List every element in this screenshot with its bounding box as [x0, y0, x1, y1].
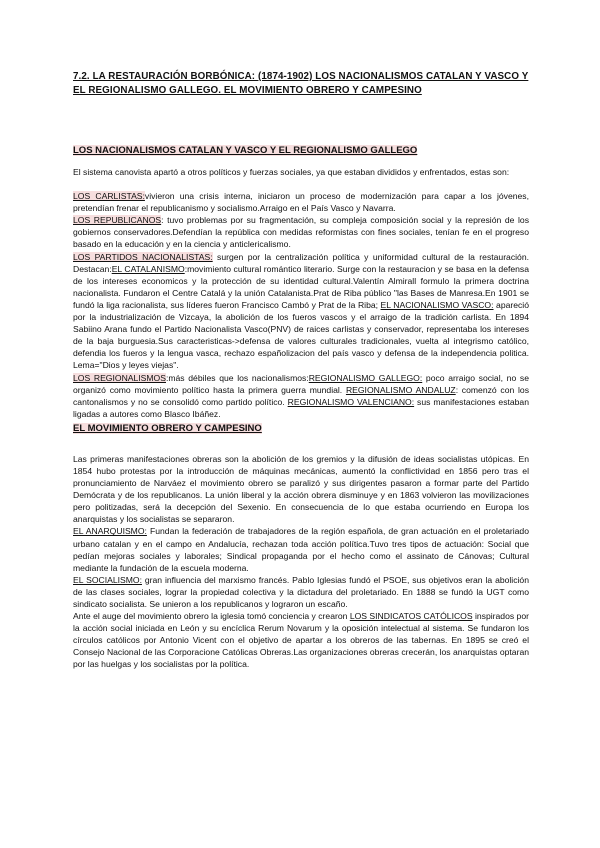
label-nacionalismo-vasco: EL NACIONALISMO VASCO:	[380, 299, 494, 310]
label-republicanos: LOS REPUBLICANOS	[73, 215, 162, 226]
paragraph-anarquismo: EL ANARQUISMO: Fundan la federación de trabajadores de la región española, de gran actuación en el proletariado urbano catalan y en el campo en Andalucía, rechazan toda acción política.Tuvo tres tipos de actuación: Social que pedían mejoras sociales y laborales; Sindical propaganda por el hecho como el assinato de Cánovas; Cultural mediante la fundación de la escuela moderna.	[73, 526, 529, 573]
label-regionalismos: LOS REGIONALISMOS	[73, 372, 166, 383]
paragraph-sindicatos-catolicos: Ante el auge del movimiento obrero la iglesia tomó conciencia y crearon LOS SINDICATOS CATÓLICOS inspirados por la acción social iniciada en León y su encíclica Rerum Novarum y la oposición intelectual al sistema. Se fundaron los círculos católicos por Antonio Vicent con el objetivo de apartar a los obreros de las tabernas. En 1895 se creó el Consejo Nacional de las Corporacione Católicas Obreras.Las organizaciones obreras crecerán, los anarquistas optaran por las huelgas y los socialistas por la política.	[73, 611, 529, 670]
intro-paragraph: El sistema canovista apartó a otros políticos y fuerzas sociales, ya que estaban divididos y enfrentados, estas son:	[73, 167, 510, 177]
label-regionalismo-andaluz: REGIONALISMO ANDALUZ	[345, 384, 456, 395]
label-anarquismo: EL ANARQUISMO:	[73, 526, 147, 537]
label-regionalismo-valenciano: REGIONALISMO VALENCIANO:	[287, 396, 415, 407]
section-heading-movimiento-obrero: EL MOVIMIENTO OBRERO Y CAMPESINO	[73, 422, 262, 434]
label-sindicatos-catolicos: LOS SINDICATOS CATÓLICOS	[349, 611, 473, 622]
paragraph-socialismo: EL SOCIALISMO: gran influencia del marxismo francés. Pablo Iglesias fundó el PSOE, sus objetivos eran la abolición de las clases sociales, lograr la propiedad colectiva y la dictadura del proletariado. En 1888 se fundó la UGT como sindicato socialista. Se unieron a los republicanos y lograron un escaño.	[73, 574, 529, 609]
paragraph-regionalismos: LOS REGIONALISMOS:más débiles que los nacionalismos:REGIONALISMO GALLEGO: poco arraigo social, no se organizó como movimiento político hasta la primera guerra mundial. REGIONALISMO ANDALUZ: comenzó con los cantonalismos y no se consolidó como partido político. REGIONALISMO VALENCIANO: sus manifestaciones estaban ligadas a autores como Blasco Ibáñez.	[73, 372, 529, 419]
document-title: 7.2. LA RESTAURACIÓN BORBÓNICA: (1874-1902) LOS NACIONALISMOS CATALAN Y VASCO Y EL REGIONALISMO GALLEGO. EL MOVIMIENTO OBRERO Y CAMPESINO	[73, 71, 529, 96]
label-catalanismo: EL CATALANISMO	[111, 263, 185, 274]
label-partidos-nacionalistas: LOS PARTIDOS NACIONALISTAS:	[73, 251, 213, 262]
paragraph-republicanos: LOS REPUBLICANOS: tuvo problemas por su fragmentación, su compleja composición social y la represión de los gobiernos conservadores.Defendían la república con medidas reformistas con fines sociales, tenían fe en el progreso basado en la educación y en la ciencia y anticlericalismo.	[73, 215, 529, 250]
paragraph-partidos-nacionalistas: LOS PARTIDOS NACIONALISTAS: surgen por la centralización política y uniformidad cultural de la restauración. Destacan:EL CATALANISMO:movimiento cultural romántico literario. Surge con la restauracion y se basa en la defensa de los intereses economicos y la protección de su identidad cultural.Valentín Almirall formulo la primera doctrina nacionalista. Fundaron el Centre Catalá y la unión Catalanista.Prat de Riba público "las Bases de Manresa.En 1901 se fundó la liga racionalista, sus líderes fueron Francisco Cambó y Prat de la Riba; EL NACIONALISMO VASCO: apareció por la industrialización de Vizcaya, la abolición de los fueros vascos y el arraigo de la tradición carlista. En 1894 Sabiino Arana fundo el Partido Nacionalista Vasco(PNV) de raices carlistas y conservador, representaba los intereses de la baja burguesia.Sus caracteristicas->defensa de valores culturales tradicionales, vuelta al integrismo católico, defendia los fueros y la lengua vasca, rechazo españolizacion del país vasco y defensa de la independencia politica. Lema="Dios y leyes viejas".	[73, 251, 529, 371]
paragraph-primeras-manifestaciones: Las primeras manifestaciones obreras son la abolición de los gremios y la difusión de ideas socialistas utópicas. En 1854 hubo protestas por la introducción de máquinas mecánicas, aumentó la conflictividad en 1856 pero tras el pronunciamiento de Narváez el movimiento obrero se paralizó y sus dirigentes pasaron a formar parte del Partido Demócrata y de los republicanos. La unión liberal y la acción obrera disminuye y en 1863 volvieron las movilizaciones pero politizadas, será la decepción del Sexenio. En consecuencia de lo que estaba ocurriendo en Europa los anarquistas y los socialistas se separaron.	[73, 453, 529, 525]
section-heading-nacionalismos: LOS NACIONALISMOS CATALAN Y VASCO Y EL REGIONALISMO GALLEGO	[73, 145, 418, 156]
label-socialismo: EL SOCIALISMO:	[73, 574, 142, 585]
label-regionalismo-gallego: REGIONALISMO GALLEGO:	[308, 372, 423, 383]
paragraph-carlistas: LOS CARLISTAS:vivieron una crisis interna, iniciaron un proceso de modernización para capar a los jóvenes, pretendían frenar el republicanismo y socialismo.Arraigo en el País Vasco y Navarra.	[73, 191, 529, 214]
document-page	[73, 70, 529, 671]
label-carlistas: LOS CARLISTAS:	[73, 191, 145, 202]
